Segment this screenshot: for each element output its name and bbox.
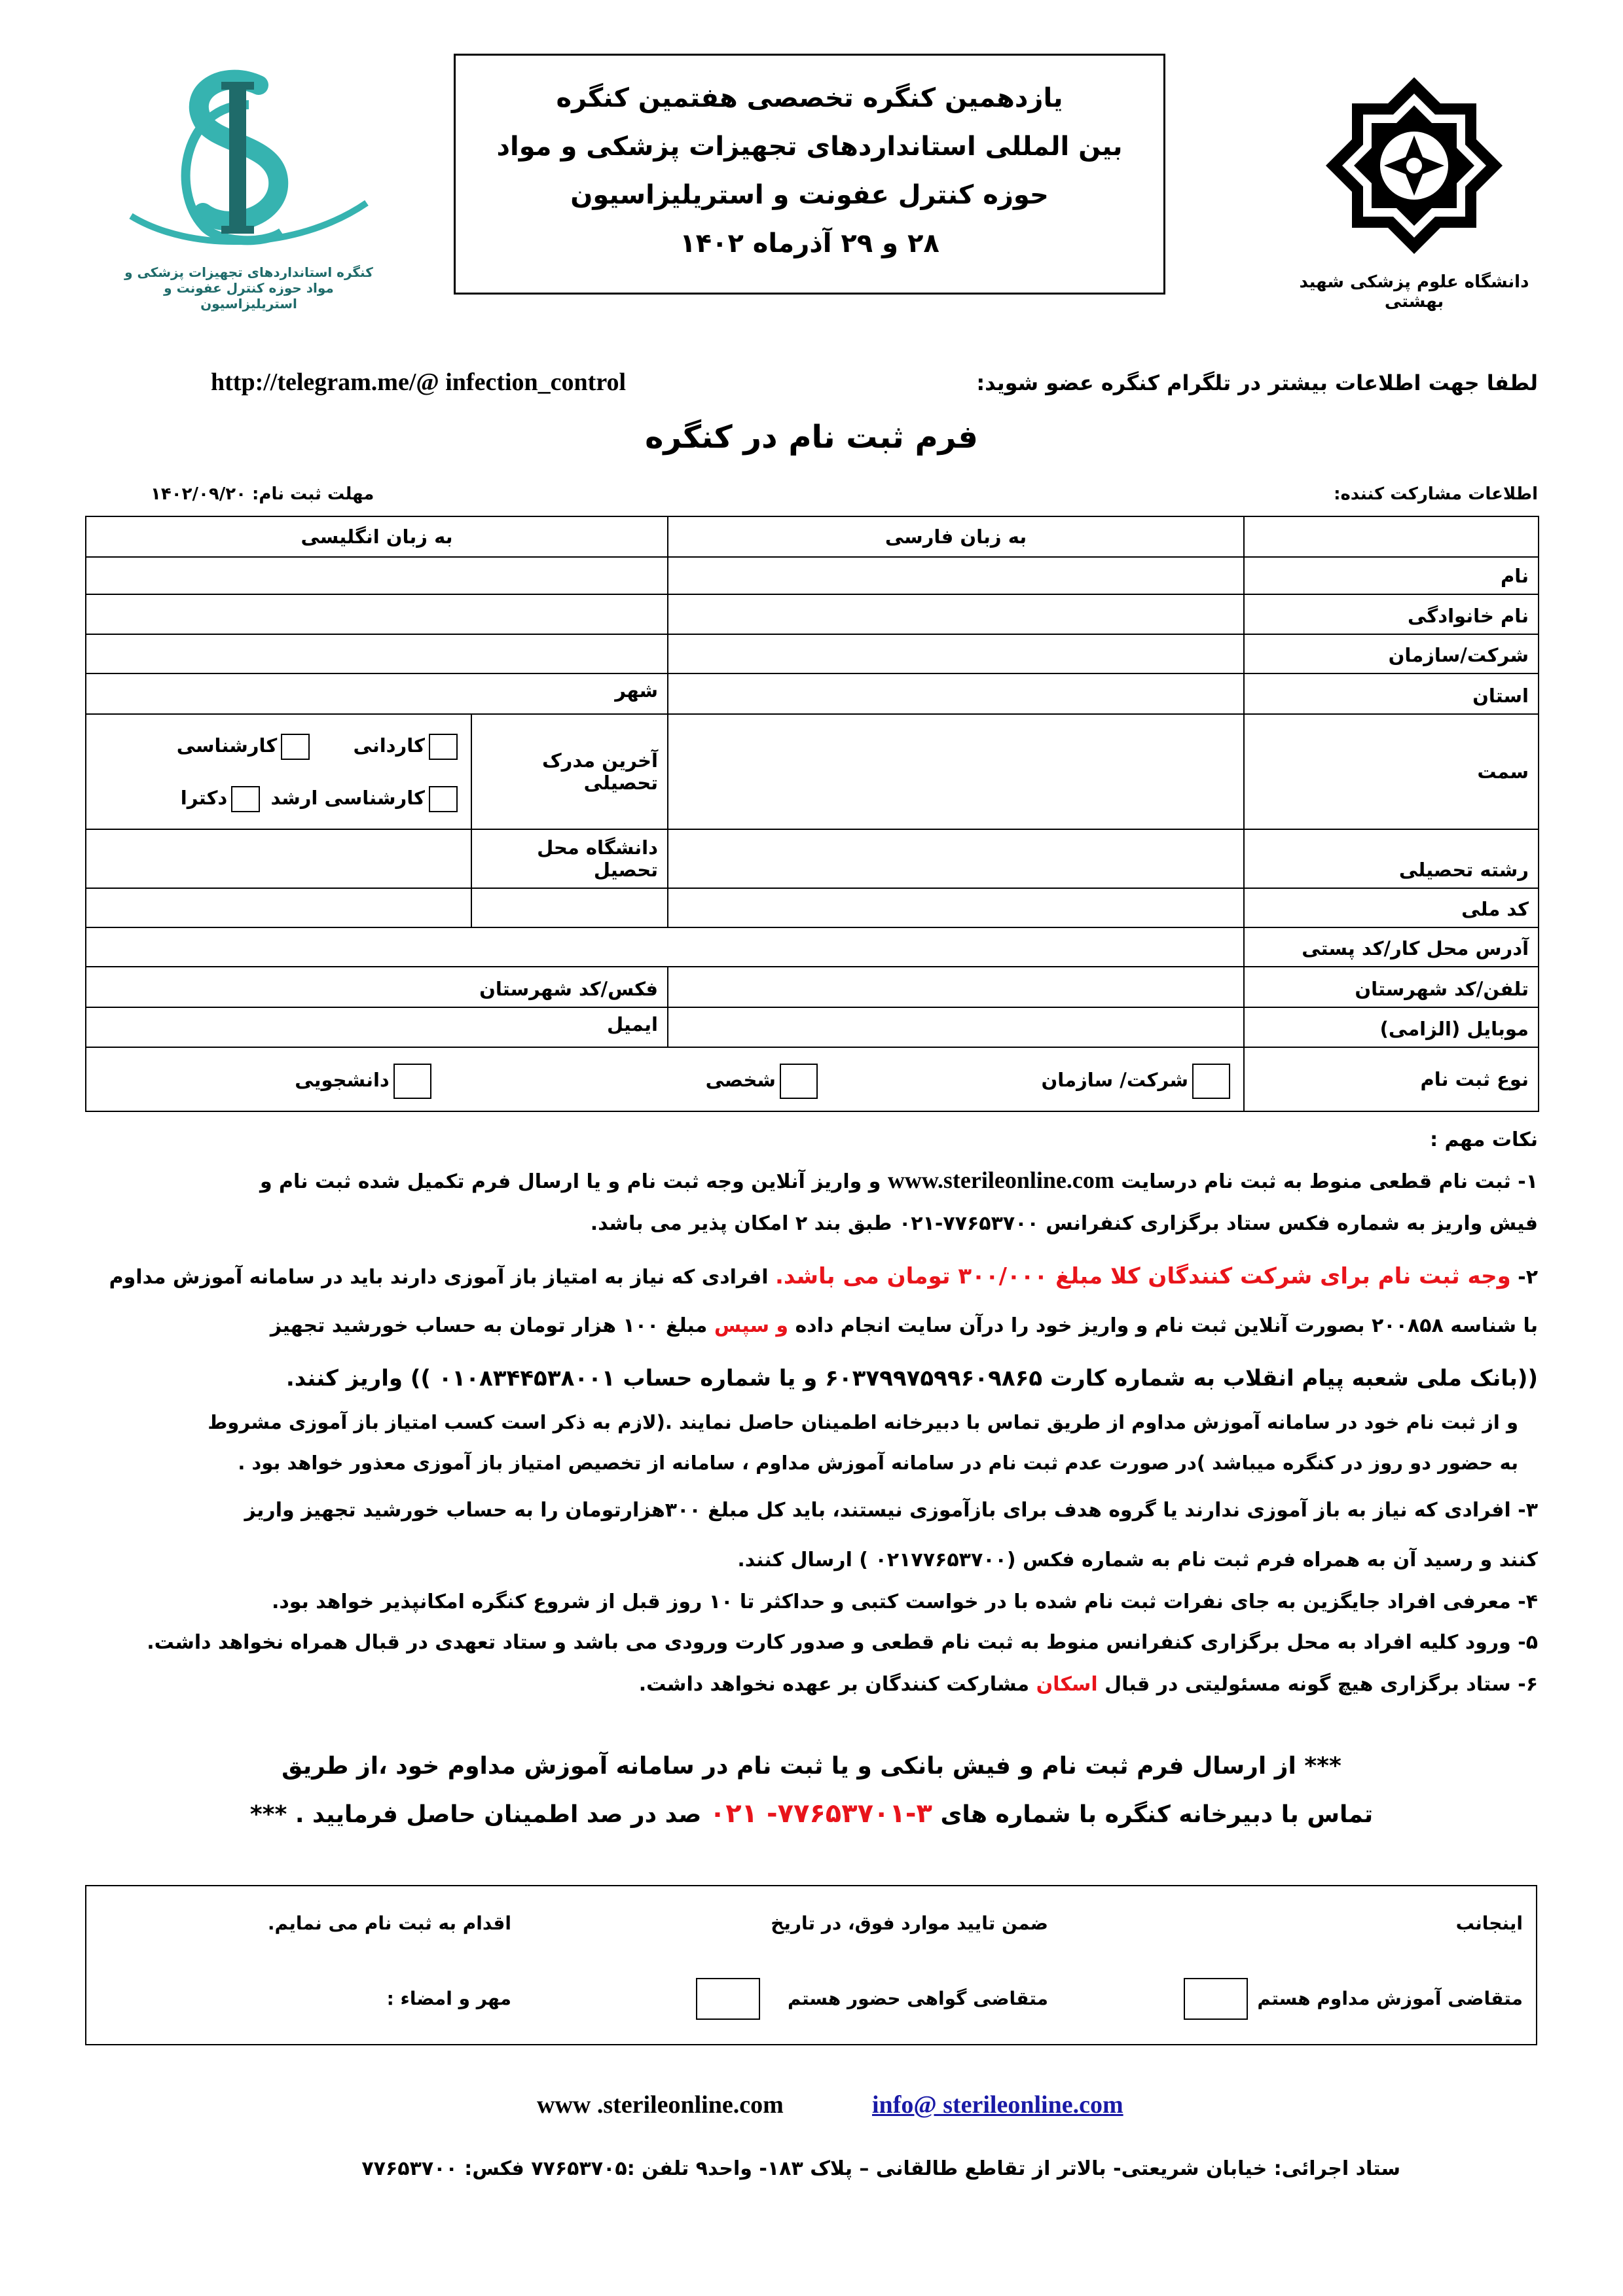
phone-field[interactable] — [668, 967, 1244, 1007]
university-label: دانشگاه محل تحصیل — [471, 829, 668, 888]
sig-cert-checkbox[interactable] — [696, 1978, 760, 2020]
note-2-line-4: و از ثبت نام خود در سامانه آموزش مداوم از طریق تماس با دبیرخانه اطمینان حاصل نمایند .(لازم به ذکر است کسب امتیاز باز آموزی مشروط — [208, 1411, 1518, 1433]
note-1-line-2: فیش واریز به شماره فکس ستاد برگزاری کنفرانس ۷۷۶۵۳۷۰۰-۰۲۱ طبق بند ۲ امکان پذیر می باشد. — [590, 1212, 1538, 1235]
name-fa-field[interactable] — [668, 557, 1244, 594]
notes-heading: نکات مهم : — [1430, 1128, 1538, 1151]
email-field[interactable] — [86, 1007, 668, 1047]
reg-company-checkbox[interactable] — [1192, 1064, 1230, 1099]
row-label-family: نام خانوادگی — [1244, 594, 1539, 634]
national-code-extra-1[interactable] — [471, 888, 668, 927]
reg-type-options — [86, 1047, 1244, 1111]
row-label-address: آدرس محل کار/کد پستی — [1244, 927, 1539, 967]
reg-personal-checkbox[interactable] — [780, 1064, 818, 1099]
karshenasi-checkbox[interactable] — [281, 734, 310, 760]
callout-line-2 — [0, 1799, 1623, 1829]
note-1-text-b: و واریز آنلاین وجه ثبت نام و یا ارسال فرم تکمیل شده ثبت نام و — [259, 1170, 888, 1193]
registration-deadline: مهلت ثبت نام: ۱۴۰۲/۰۹/۲۰ — [151, 484, 374, 504]
fax-label: فکس/کد شهرستان — [479, 978, 658, 1000]
city-label: شهر — [615, 679, 658, 702]
congress-logo-caption-2: مواد حوزه کنترل عفونت و استریلیزاسیون — [164, 280, 334, 312]
sig-i: اینجانب — [1455, 1912, 1523, 1934]
reg-student-checkbox[interactable] — [393, 1064, 431, 1099]
mobile-field[interactable] — [668, 1007, 1244, 1047]
title-box — [454, 54, 1165, 295]
university-logo-icon — [1283, 71, 1545, 260]
sig-stamp: مهر و امضاء : — [386, 1988, 511, 2009]
karshenasi-label: کارشناسی — [176, 734, 278, 757]
sig-act: اقدام به ثبت نام می نمایم. — [267, 1912, 511, 1934]
name-en-field[interactable] — [86, 557, 668, 594]
note-2-line-2-b: مبلغ ۱۰۰ هزار تومان به حساب خورشید تجهیز — [270, 1314, 714, 1337]
row-label-national-code: کد ملی — [1244, 888, 1539, 927]
company-fa-field[interactable] — [668, 634, 1244, 673]
title-line-2: بین المللی استانداردهای تجهیزات پزشکی و مواد — [496, 132, 1123, 162]
row-label-company: شرکت/سازمان — [1244, 634, 1539, 673]
city-field[interactable] — [86, 673, 668, 714]
arshad-checkbox[interactable] — [429, 786, 458, 812]
row-label-phone: تلفن/کد شهرستان — [1244, 967, 1539, 1007]
title-line-3: حوزه کنترل عفونت و استریلیزاسیون — [570, 180, 1049, 210]
congress-logo-icon — [124, 65, 373, 262]
note-1-line-1 — [78, 1166, 1538, 1194]
kardani-checkbox[interactable] — [429, 734, 458, 760]
arshad-label: کارشناسی ارشد — [270, 787, 425, 809]
column-header-english: به زبان انگلیسی — [86, 516, 668, 557]
row-label-field: رشته تحصیلی — [1244, 829, 1539, 888]
callout-line-1: *** از ارسال فرم ثبت نام و فیش بانکی و یا ثبت نام در سامانه آموزش مداوم خود ،از طریق — [282, 1753, 1341, 1780]
congress-logo — [124, 65, 373, 312]
note-2-line-1 — [78, 1263, 1538, 1289]
callout-text-b: صد در صد اطمینان حاصل فرمایید . *** — [249, 1801, 710, 1828]
family-en-field[interactable] — [86, 594, 668, 634]
kardani-label: کاردانی — [353, 734, 425, 757]
doctora-label: دکترا — [180, 787, 228, 809]
note-2-line-2 — [78, 1314, 1538, 1337]
note-2-line-5: به حضور دو روز در کنگره میباشد )در صورت عدم ثبت نام در سامانه آموزش مداوم ، سامانه از تخصیص امتیاز باز آموزی معذور خواهد بود . — [238, 1452, 1518, 1474]
note-2-fee-highlight: وجه ثبت نام برای شرکت کنندگان کلا مبلغ ۳۰۰/۰۰۰ تومان می باشد. — [775, 1263, 1511, 1289]
reg-student-label: دانشجویی — [295, 1069, 390, 1091]
sig-confirm: ضمن تایید موارد فوق، در تاریخ — [771, 1912, 1048, 1934]
sig-cme-label: متقاضی آموزش مداوم هستم — [1257, 1988, 1523, 2009]
participant-info-label: اطلاعات مشارکت کننده: — [1334, 484, 1538, 504]
note-2-line-3: ((بانک ملی شعبه پیام انقلاب به شماره کارت ۶۰۳۷۹۹۷۵۹۹۶۰۹۸۶۵ و یا شماره حساب ۰۱۰۸۳۴۴۵۳۸۰۰۱ )) واریز کنند. — [285, 1365, 1538, 1391]
row-label-reg-type: نوع ثبت نام — [1244, 1047, 1539, 1111]
form-title: فرم ثبت نام در کنگره — [645, 419, 978, 456]
row-label-province: استان — [1244, 673, 1539, 714]
national-code-field[interactable] — [668, 888, 1244, 927]
registration-table — [85, 516, 1539, 1112]
reg-personal-label: شخصی — [705, 1069, 776, 1091]
company-en-field[interactable] — [86, 634, 668, 673]
sig-cert-label: متقاضی گواهی حضور هستم — [788, 1988, 1048, 2009]
signature-box — [85, 1885, 1537, 2045]
table-header-empty — [1244, 516, 1539, 557]
province-field[interactable] — [668, 673, 1244, 714]
note-2-line-2-a: با شناسه ۲۰۰۸۵۸ بصورت آنلاین ثبت نام و واریز خود را درآن سایت انجام داده — [788, 1314, 1538, 1337]
note-1-text-a: ۱- ثبت نام قطعی منوط به ثبت نام درسایت — [1114, 1170, 1538, 1193]
title-line-4: ۲۸ و ۲۹ آذرماه ۱۴۰۲ — [680, 228, 939, 259]
row-label-mobile: موبایل (الزامی) — [1244, 1007, 1539, 1047]
note-6-text-a: ۶- ستاد برگزاری هیچ گونه مسئولیتی در قبال — [1097, 1673, 1538, 1696]
footer-email-link[interactable]: info@ sterileonline.com — [872, 2091, 1123, 2119]
note-6-text-b: مشارکت کنندگان بر عهده نخواهد داشت. — [638, 1673, 1036, 1696]
university-logo-caption: دانشگاه علوم پزشکی شهید بهشتی — [1299, 272, 1529, 312]
note-4: ۴- معرفی افراد جایگزین به جای نفرات ثبت نام شده با در خواست کتبی و حداکثر تا ۱۰ روز قبل از شروع کنگره امکانپذیر خواهد بود. — [271, 1590, 1538, 1613]
footer-address: ستاد اجرائی: خیابان شریعتی- بالاتر از تقاطع طالقانی – پلاک ۱۸۳- واحد۹ تلفن :۷۷۶۵۳۷۰۵ فکس: ۷۷۶۵۳۷۰۰ — [361, 2157, 1400, 2180]
position-field[interactable] — [668, 714, 1244, 829]
note-2-and-then: و سپس — [714, 1314, 789, 1337]
field-of-study-field[interactable] — [668, 829, 1244, 888]
university-logo — [1283, 71, 1545, 312]
family-fa-field[interactable] — [668, 594, 1244, 634]
callout-text-a: تماس با دبیرخانه کنگره با شماره های — [932, 1801, 1374, 1828]
callout-phone: ۳-۷۷۶۵۳۷۰۱- ۰۲۱ — [709, 1799, 932, 1829]
note-6-accommodation: اسکان — [1036, 1673, 1098, 1696]
fax-field[interactable] — [86, 967, 668, 1007]
note-2-number: ۲- — [1510, 1266, 1538, 1289]
note-2-text: افرادی که نیاز به امتیاز باز آموزی دارند باید در سامانه آموزش مداوم — [109, 1266, 775, 1289]
note-5: ۵- ورود کلیه افراد به محل برگزاری کنفرانس منوط به ثبت نام قطعی و صدور کارت ورودی می باشد و ستاد تعهدی در قبال همراه نخواهد داشت. — [147, 1631, 1538, 1654]
university-field[interactable] — [86, 829, 471, 888]
note-6 — [78, 1673, 1538, 1696]
row-label-position: سمت — [1244, 714, 1539, 829]
column-header-persian: به زبان فارسی — [668, 516, 1244, 557]
title-line-1: یازدهمین کنگره تخصصی هفتمین کنگره — [556, 83, 1063, 113]
telegram-link[interactable]: http://telegram.me/@ infection_control — [211, 368, 627, 396]
note-3-line-1: ۳- افرادی که نیاز به باز آموزی ندارند یا گروه هدف برای بازآموزی نیستند، باید کل مبلغ ۳۰۰هزارتومان را به حساب خورشید تجهیز واریز — [244, 1499, 1538, 1522]
sig-cme-checkbox[interactable] — [1184, 1978, 1248, 2020]
note-1-site-link[interactable]: www.sterileonline.com — [887, 1167, 1114, 1193]
telegram-text: لطفا جهت اطلاعات بیشتر در تلگرام کنگره عضو شوید: — [976, 370, 1538, 395]
last-degree-label: آخرین مدرک تحصیلی — [471, 714, 668, 829]
row-label-name: نام — [1244, 557, 1539, 594]
congress-logo-caption-1: کنگره استانداردهای تجهیزات پزشکی و — [124, 264, 373, 280]
address-field[interactable] — [86, 927, 1244, 967]
footer-site[interactable]: www .sterileonline.com — [537, 2091, 784, 2119]
doctora-checkbox[interactable] — [231, 786, 260, 812]
degree-options — [86, 714, 471, 829]
national-code-extra-2[interactable] — [86, 888, 471, 927]
email-label: ایمیل — [607, 1013, 658, 1035]
reg-company-label: شرکت/ سازمان — [1041, 1069, 1189, 1091]
note-3-line-2: کنند و رسید آن به همراه فرم ثبت نام به شماره فکس (۰۲۱۷۷۶۵۳۷۰۰ ) ارسال کنند. — [737, 1549, 1538, 1571]
